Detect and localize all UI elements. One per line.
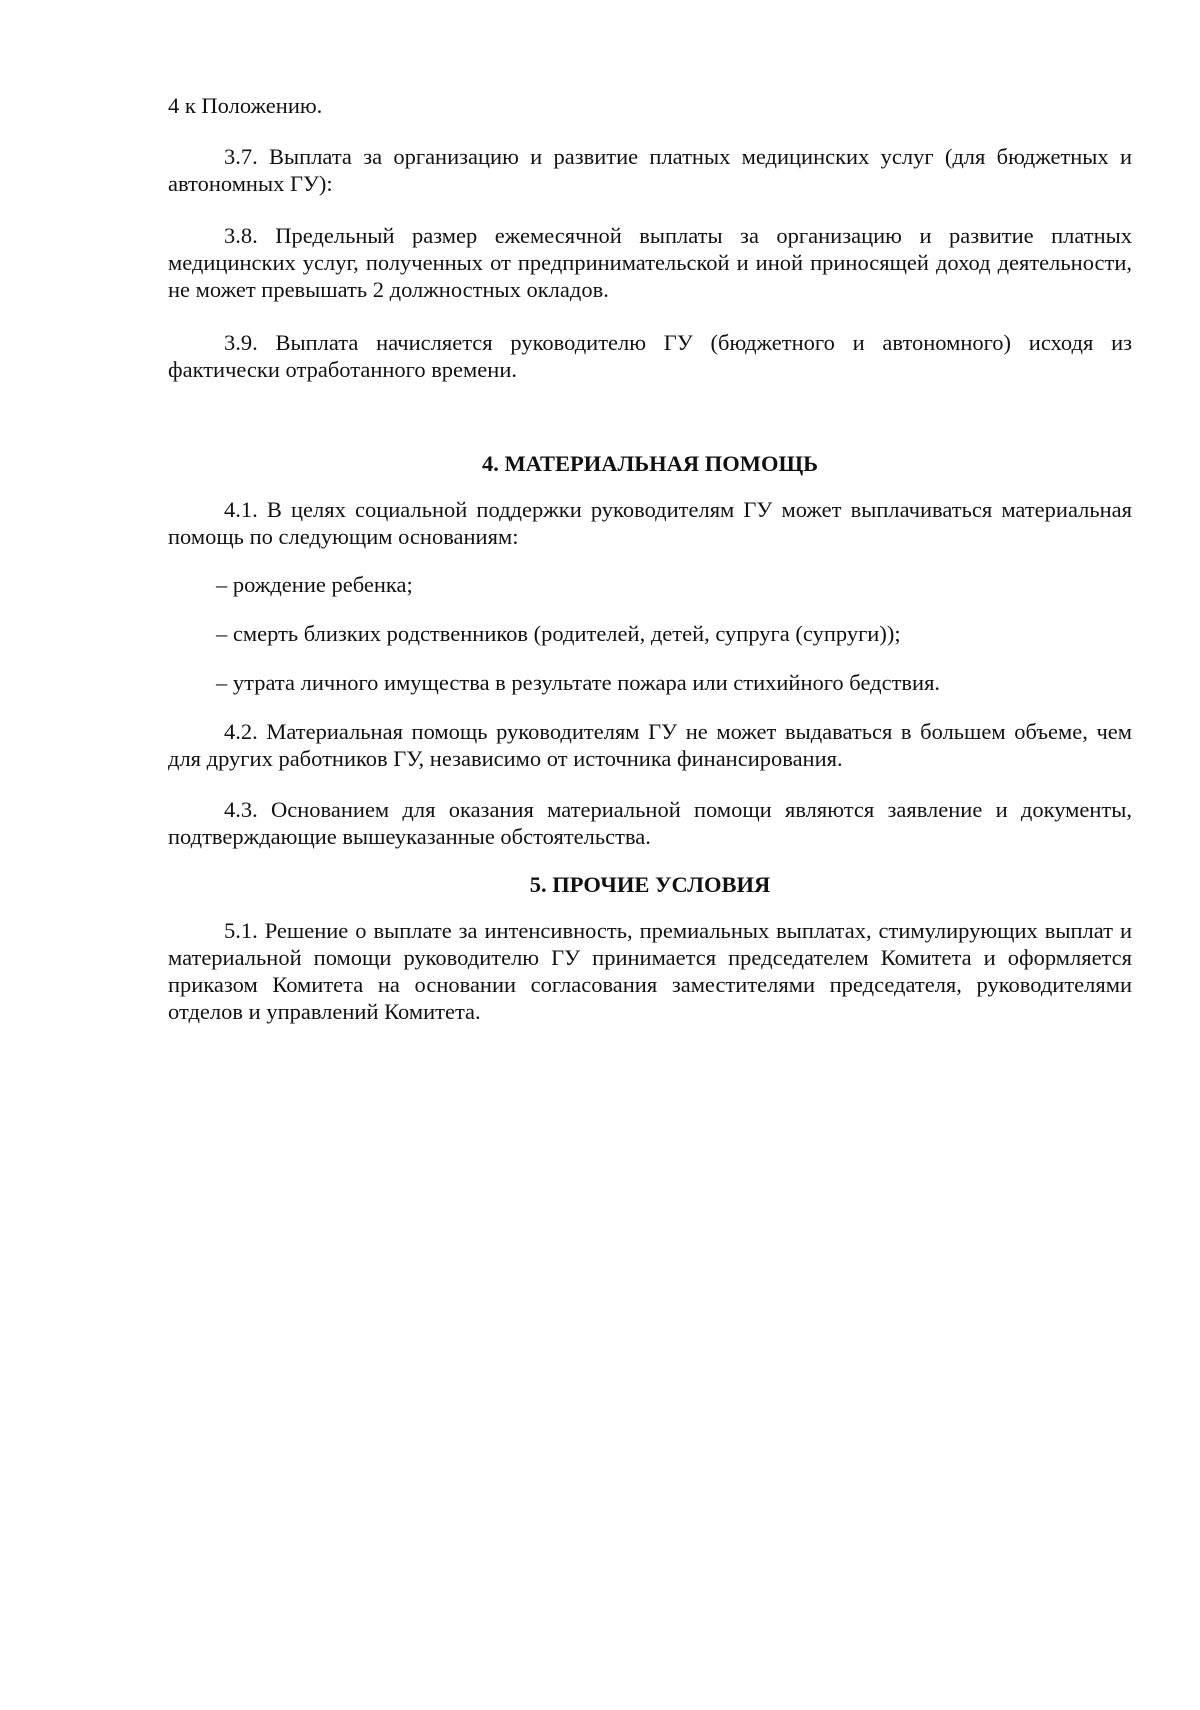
- bullet-item: – утрата личного имущества в результате пожара или стихийного бедствия.: [216, 670, 941, 695]
- paragraph-4-1: 4.1. В целях социальной поддержки руководителям ГУ может выплачиваться материальная помощь по следующим основаниям:: [168, 497, 1132, 549]
- paragraph-4-3: 4.3. Основанием для оказания материальной помощи являются заявление и документы, подтверждающие вышеуказанные обстоятельства.: [168, 797, 1132, 849]
- paragraph-4-2: 4.2. Материальная помощь руководителям ГУ не может выдаваться в большем объеме, чем для других работников ГУ, независимо от источника финансирования.: [168, 719, 1132, 771]
- document-body: [168, 92, 1132, 1025]
- paragraph-3-8: 3.8. Предельный размер ежемесячной выплаты за организацию и развитие платных медицинских услуг, полученных от предпринимательской и иной приносящей доход деятельности, не может превышать 2 должностных окладов.: [168, 223, 1132, 302]
- bullet-item: – смерть близких родственников (родителей, детей, супруга (супруги));: [216, 621, 901, 646]
- paragraph-3-9: 3.9. Выплата начисляется руководителю ГУ (бюджетного и автономного) исходя из фактически отработанного времени.: [168, 330, 1132, 382]
- section-4-heading: 4. МАТЕРИАЛЬНАЯ ПОМОЩЬ: [481, 451, 819, 476]
- intro-line: 4 к Положению.: [168, 93, 323, 118]
- bullet-item: – рождение ребенка;: [216, 572, 413, 597]
- section-5-heading: 5. ПРОЧИЕ УСЛОВИЯ: [529, 872, 771, 897]
- paragraph-5-1: 5.1. Решение о выплате за интенсивность, премиальных выплатах, стимулирующих выплат и материальной помощи руководителю ГУ принимается председателем Комитета и оформляется приказом Комитета на основании согласования заместителями председателя, руководителями отделов и управлений Комитета.: [168, 918, 1132, 1024]
- paragraph-3-7: 3.7. Выплата за организацию и развитие платных медицинских услуг (для бюджетных и автономных ГУ):: [168, 144, 1132, 196]
